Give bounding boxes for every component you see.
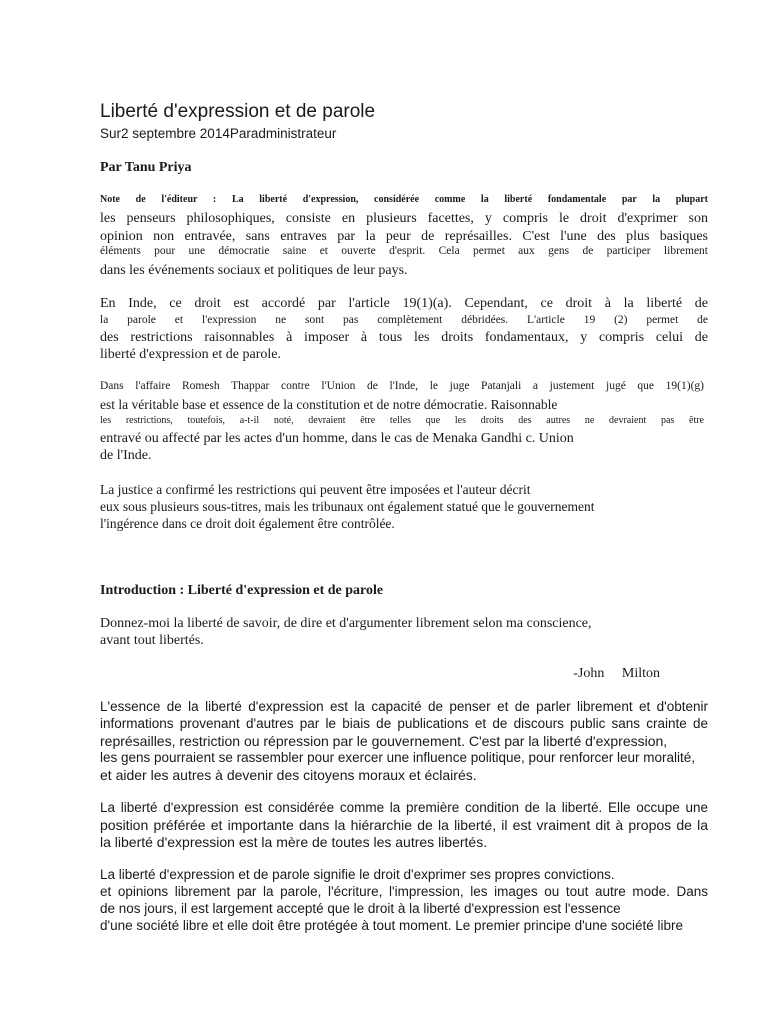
inde-line-2: la parole et l'expression ne sont pas complètement débridées. L'article 19 (2) permet de: [100, 314, 708, 326]
essence-line-5: et aider les autres à devenir des citoyens moraux et éclairés.: [100, 767, 477, 783]
convictions-line-4: d'une société libre et elle doit être protégée à tout moment. Le premier principe d'une société libre: [100, 918, 683, 933]
editor-note-line-4: éléments pour une démocratie saine et ouverte d'esprit. Cela permet aux gens de participer librement: [100, 245, 708, 257]
quote-line-1: Donnez-moi la liberté de savoir, de dire et d'argumenter librement selon ma conscience,: [100, 616, 592, 631]
justice-line-3: l'ingérence dans ce droit doit également être contrôlée.: [100, 516, 395, 531]
premiere-line-2: position préférée et importante dans la hiérarchie de la liberté, il est vraiment dit à propos de la: [100, 817, 708, 833]
introduction-heading: Introduction : Liberté d'expression et de parole: [100, 583, 384, 598]
article-author: Par Tanu Priya: [100, 160, 192, 175]
thappar-line-3: les restrictions, toutefois, a-t-il noté, devraient être telles que les droits des autres ne devraient pas être: [100, 415, 704, 426]
premiere-line-1: La liberté d'expression est considérée comme la première condition de la liberté. Elle occupe une: [100, 800, 708, 815]
essence-line-2: informations provenant d'autres par le biais de publications et de discours public sans crainte de: [100, 716, 708, 731]
essence-line-4: les gens pourraient se rassembler pour exercer une influence politique, pour renforcer leur moralité,: [100, 750, 696, 765]
article-meta: Sur2 septembre 2014Paradministrateur: [100, 126, 337, 141]
justice-line-1: La justice a confirmé les restrictions qui peuvent être imposées et l'auteur décrit: [100, 482, 531, 497]
editor-note-line-1: Note de l'éditeur : La liberté d'expression, considérée comme la liberté fondamentale par la plupart: [100, 194, 708, 205]
quote-line-2: avant tout libertés.: [100, 633, 204, 648]
thappar-line-4: entravé ou affecté par les actes d'un homme, dans le cas de Menaka Gandhi c. Union: [100, 431, 574, 446]
essence-line-3: représailles, restriction ou répression par le gouvernement. C'est par la liberté d'expression,: [100, 733, 668, 749]
thappar-line-1: Dans l'affaire Romesh Thappar contre l'Union de l'Inde, le juge Patanjali a justement jugé que 19(1)(g): [100, 380, 704, 392]
convictions-line-3: de nos jours, il est largement accepté que le droit à la liberté d'expression est l'essence: [100, 901, 621, 916]
premiere-line-3: la liberté d'expression est la mère de toutes les autres libertés.: [100, 834, 488, 850]
quote-attribution: -John Milton: [573, 666, 660, 681]
editor-note-line-5: dans les événements sociaux et politiques de leur pays.: [100, 263, 408, 278]
essence-line-1: L'essence de la liberté d'expression est la capacité de penser et de parler librement et d'obtenir: [100, 699, 708, 714]
thappar-line-5: de l'Inde.: [100, 448, 152, 463]
article-title: Liberté d'expression et de parole: [100, 101, 376, 122]
editor-note-line-2: les penseurs philosophiques, consiste en plusieurs facettes, y compris le droit d'exprimer son: [100, 211, 708, 226]
thappar-line-2: est la véritable base et essence de la constitution et de notre démocratie. Raisonnable: [100, 397, 558, 412]
inde-line-3: des restrictions raisonnables à imposer à tous les droits fondamentaux, y compris celui de: [100, 330, 708, 345]
inde-line-4: liberté d'expression et de parole.: [100, 347, 281, 362]
convictions-line-2: et opinions librement par la parole, l'écriture, l'impression, les images ou tout autre mode. Dans: [100, 884, 708, 899]
editor-note-line-3: opinion non entravée, sans entraves par la peur de représailles. C'est l'une des plus basiques: [100, 229, 708, 244]
convictions-line-1: La liberté d'expression et de parole signifie le droit d'exprimer ses propres convictions.: [100, 867, 615, 882]
inde-line-1: En Inde, ce droit est accordé par l'article 19(1)(a). Cependant, ce droit à la liberté de: [100, 296, 708, 311]
justice-line-2: eux sous plusieurs sous-titres, mais les tribunaux ont également statué que le gouvernement: [100, 499, 595, 514]
